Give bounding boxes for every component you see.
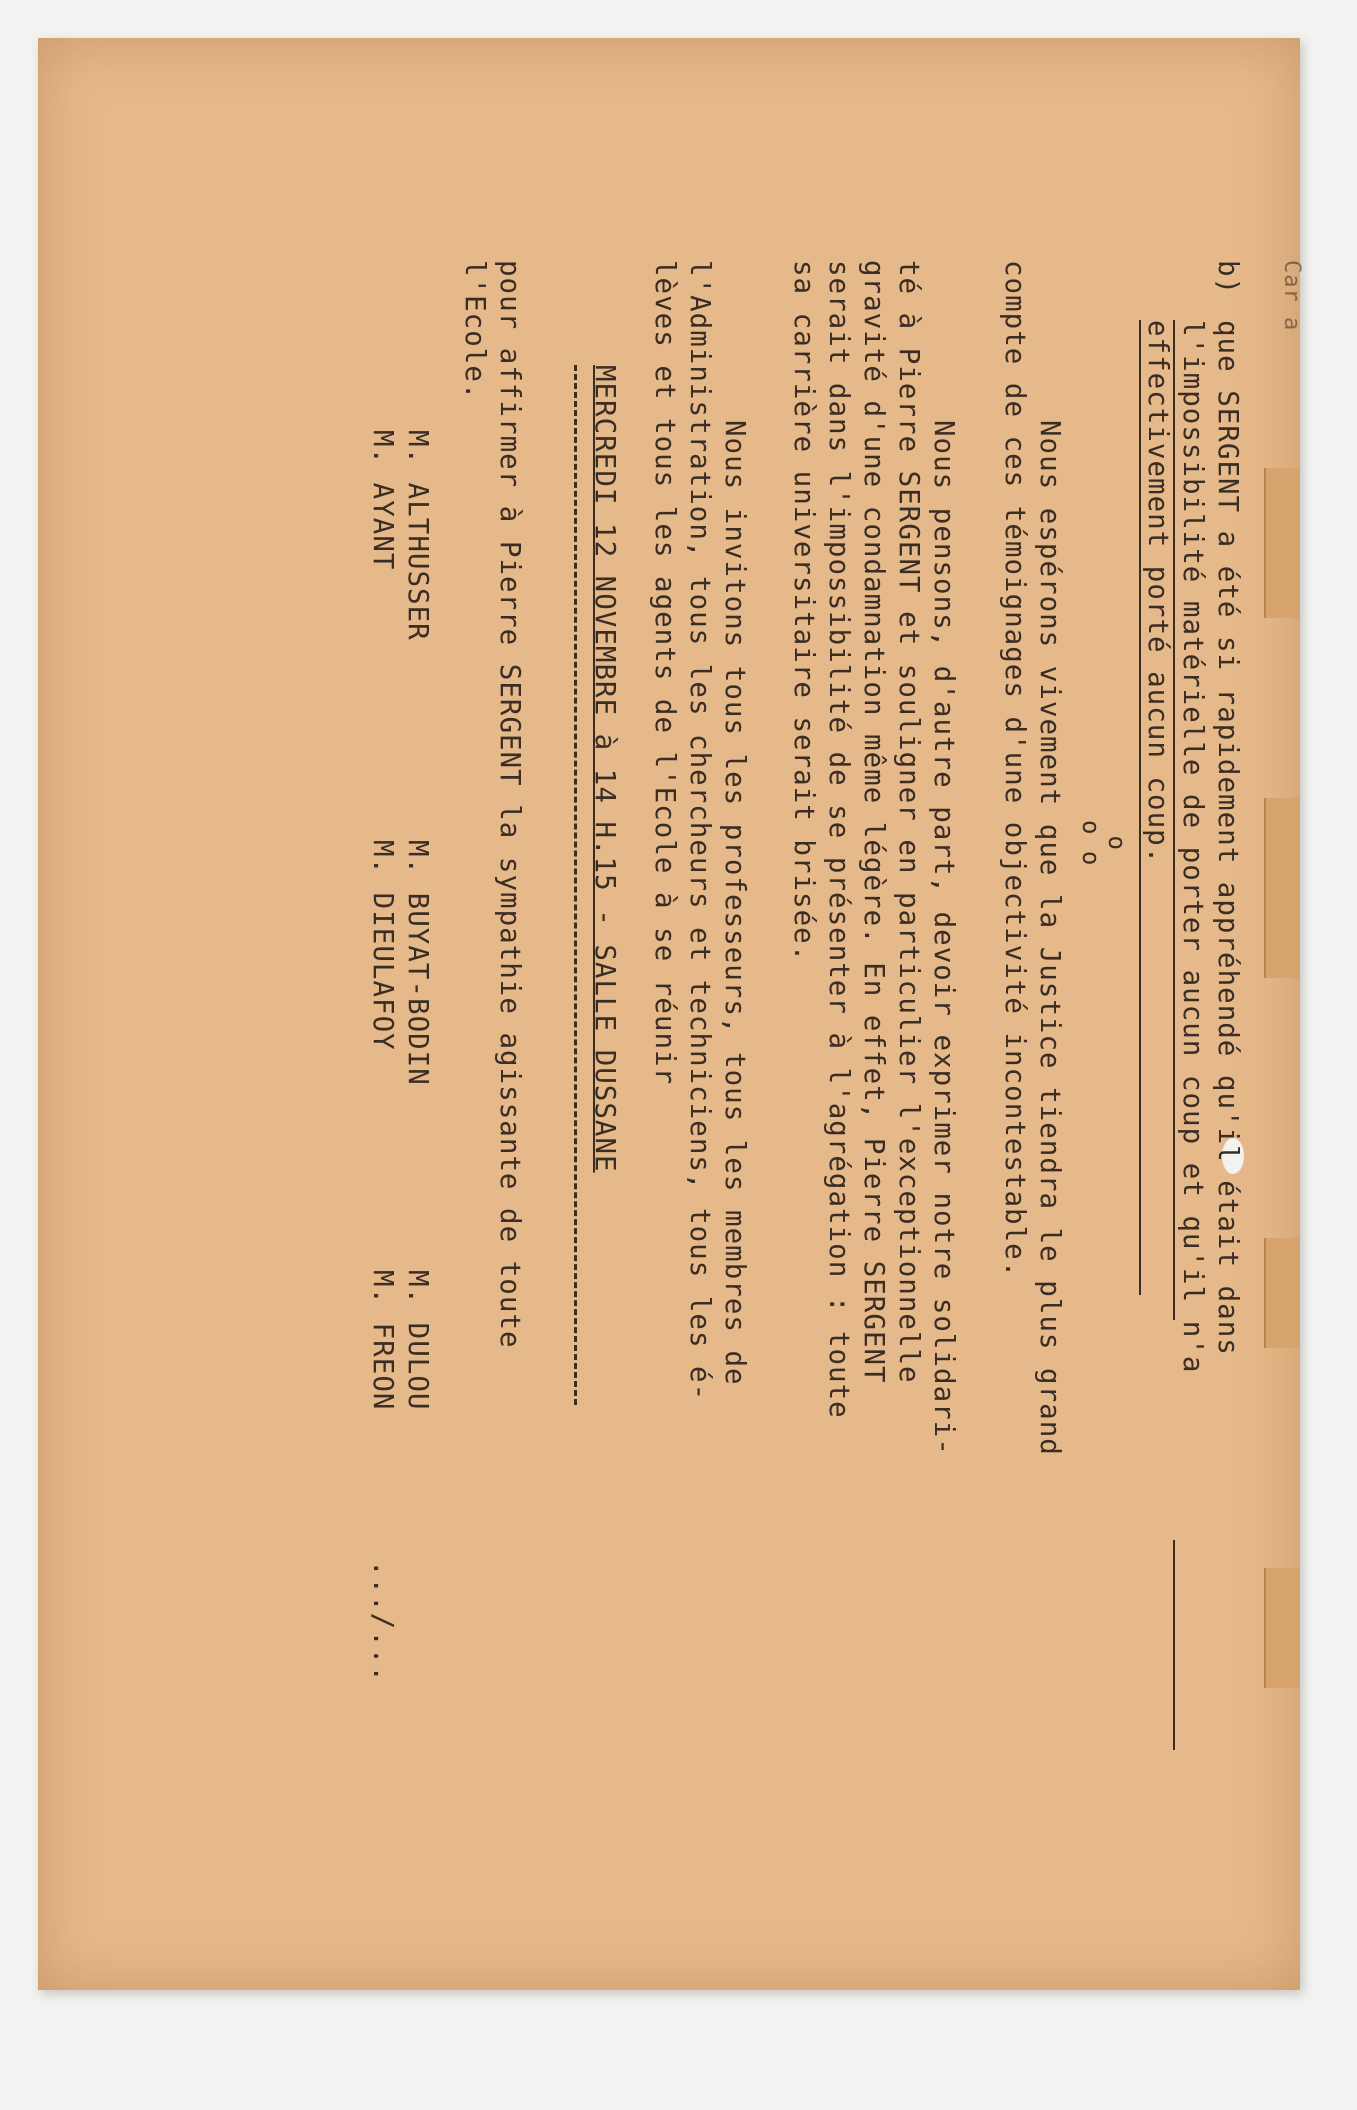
paragraph2-line: serait dans l'impossibilité de se présenter à l'agrégation : toute — [823, 260, 855, 1419]
paragraph2-line: Nous pensons, d'autre part, devoir exprimer notre solidari- — [928, 420, 960, 1456]
typewritten-text — [265, 260, 1304, 2110]
paragraph1-line: Nous espérons vivement que la Justice tiendra le plus grand — [1034, 420, 1066, 1456]
torn-edge — [1264, 1238, 1300, 1348]
ornament: o o o — [1076, 820, 1131, 867]
paragraph2-line: gravité d'une condamnation même légère. En effet, Pierre SERGENT — [858, 260, 890, 1384]
point-b-line: effectivement porté aucun coup. — [1142, 320, 1174, 865]
paragraph2-line: sa carrière universitaire serait brisée. — [788, 260, 820, 963]
point-b-line: l'impossibilité matérielle de porter aucun coup et qu'il n'a — [1177, 320, 1209, 1374]
paragraph3-line: l'Administration, tous les chercheurs et techniciens, tous les é- — [684, 260, 716, 1402]
underline — [1139, 320, 1141, 1295]
signatory: M. DULOU — [402, 1270, 434, 1411]
point-b-label: b) — [1212, 260, 1244, 296]
underline — [1173, 320, 1175, 1320]
meeting-announcement: MERCREDI 12 NOVEMBRE à 14 H.15 - SALLE DUSSANE — [589, 365, 621, 1173]
header-fragment: Car a — [1279, 260, 1304, 332]
torn-edge — [1264, 798, 1300, 978]
paragraph2-line: té à Pierre SERGENT et souligner en particulier l'exceptionnelle — [893, 260, 925, 1384]
signatory: M. AYANT — [367, 430, 399, 571]
closing-line: l'Ecole. — [459, 260, 491, 401]
torn-edge — [1264, 1568, 1300, 1688]
torn-edge — [1264, 468, 1300, 618]
signatory: M. FREON — [367, 1270, 399, 1411]
signatory: M. BUYAT-BODIN — [402, 840, 434, 1086]
underline — [1173, 1540, 1175, 1750]
continuation-mark: .../... — [367, 1560, 399, 1683]
point-b-line: que SERGENT a été si rapidement appréhendé qu'il était dans — [1212, 320, 1244, 1356]
signatory: M. ALTHUSSER — [402, 430, 434, 641]
paragraph3-line: Nous invitons tous les professeurs, tous les membres de — [719, 420, 751, 1386]
closing-line: pour affirmer à Pierre SERGENT la sympathie agissante de toute — [494, 260, 526, 1349]
paragraph3-line: lèves et tous les agents de l'Ecole à se réunir — [649, 260, 681, 1086]
dashed-rule — [574, 365, 577, 1405]
paragraph1-line: compte de ces témoignages d'une objectivité incontestable. — [999, 260, 1031, 1279]
signatory: M. DIEULAFOY — [367, 840, 399, 1051]
